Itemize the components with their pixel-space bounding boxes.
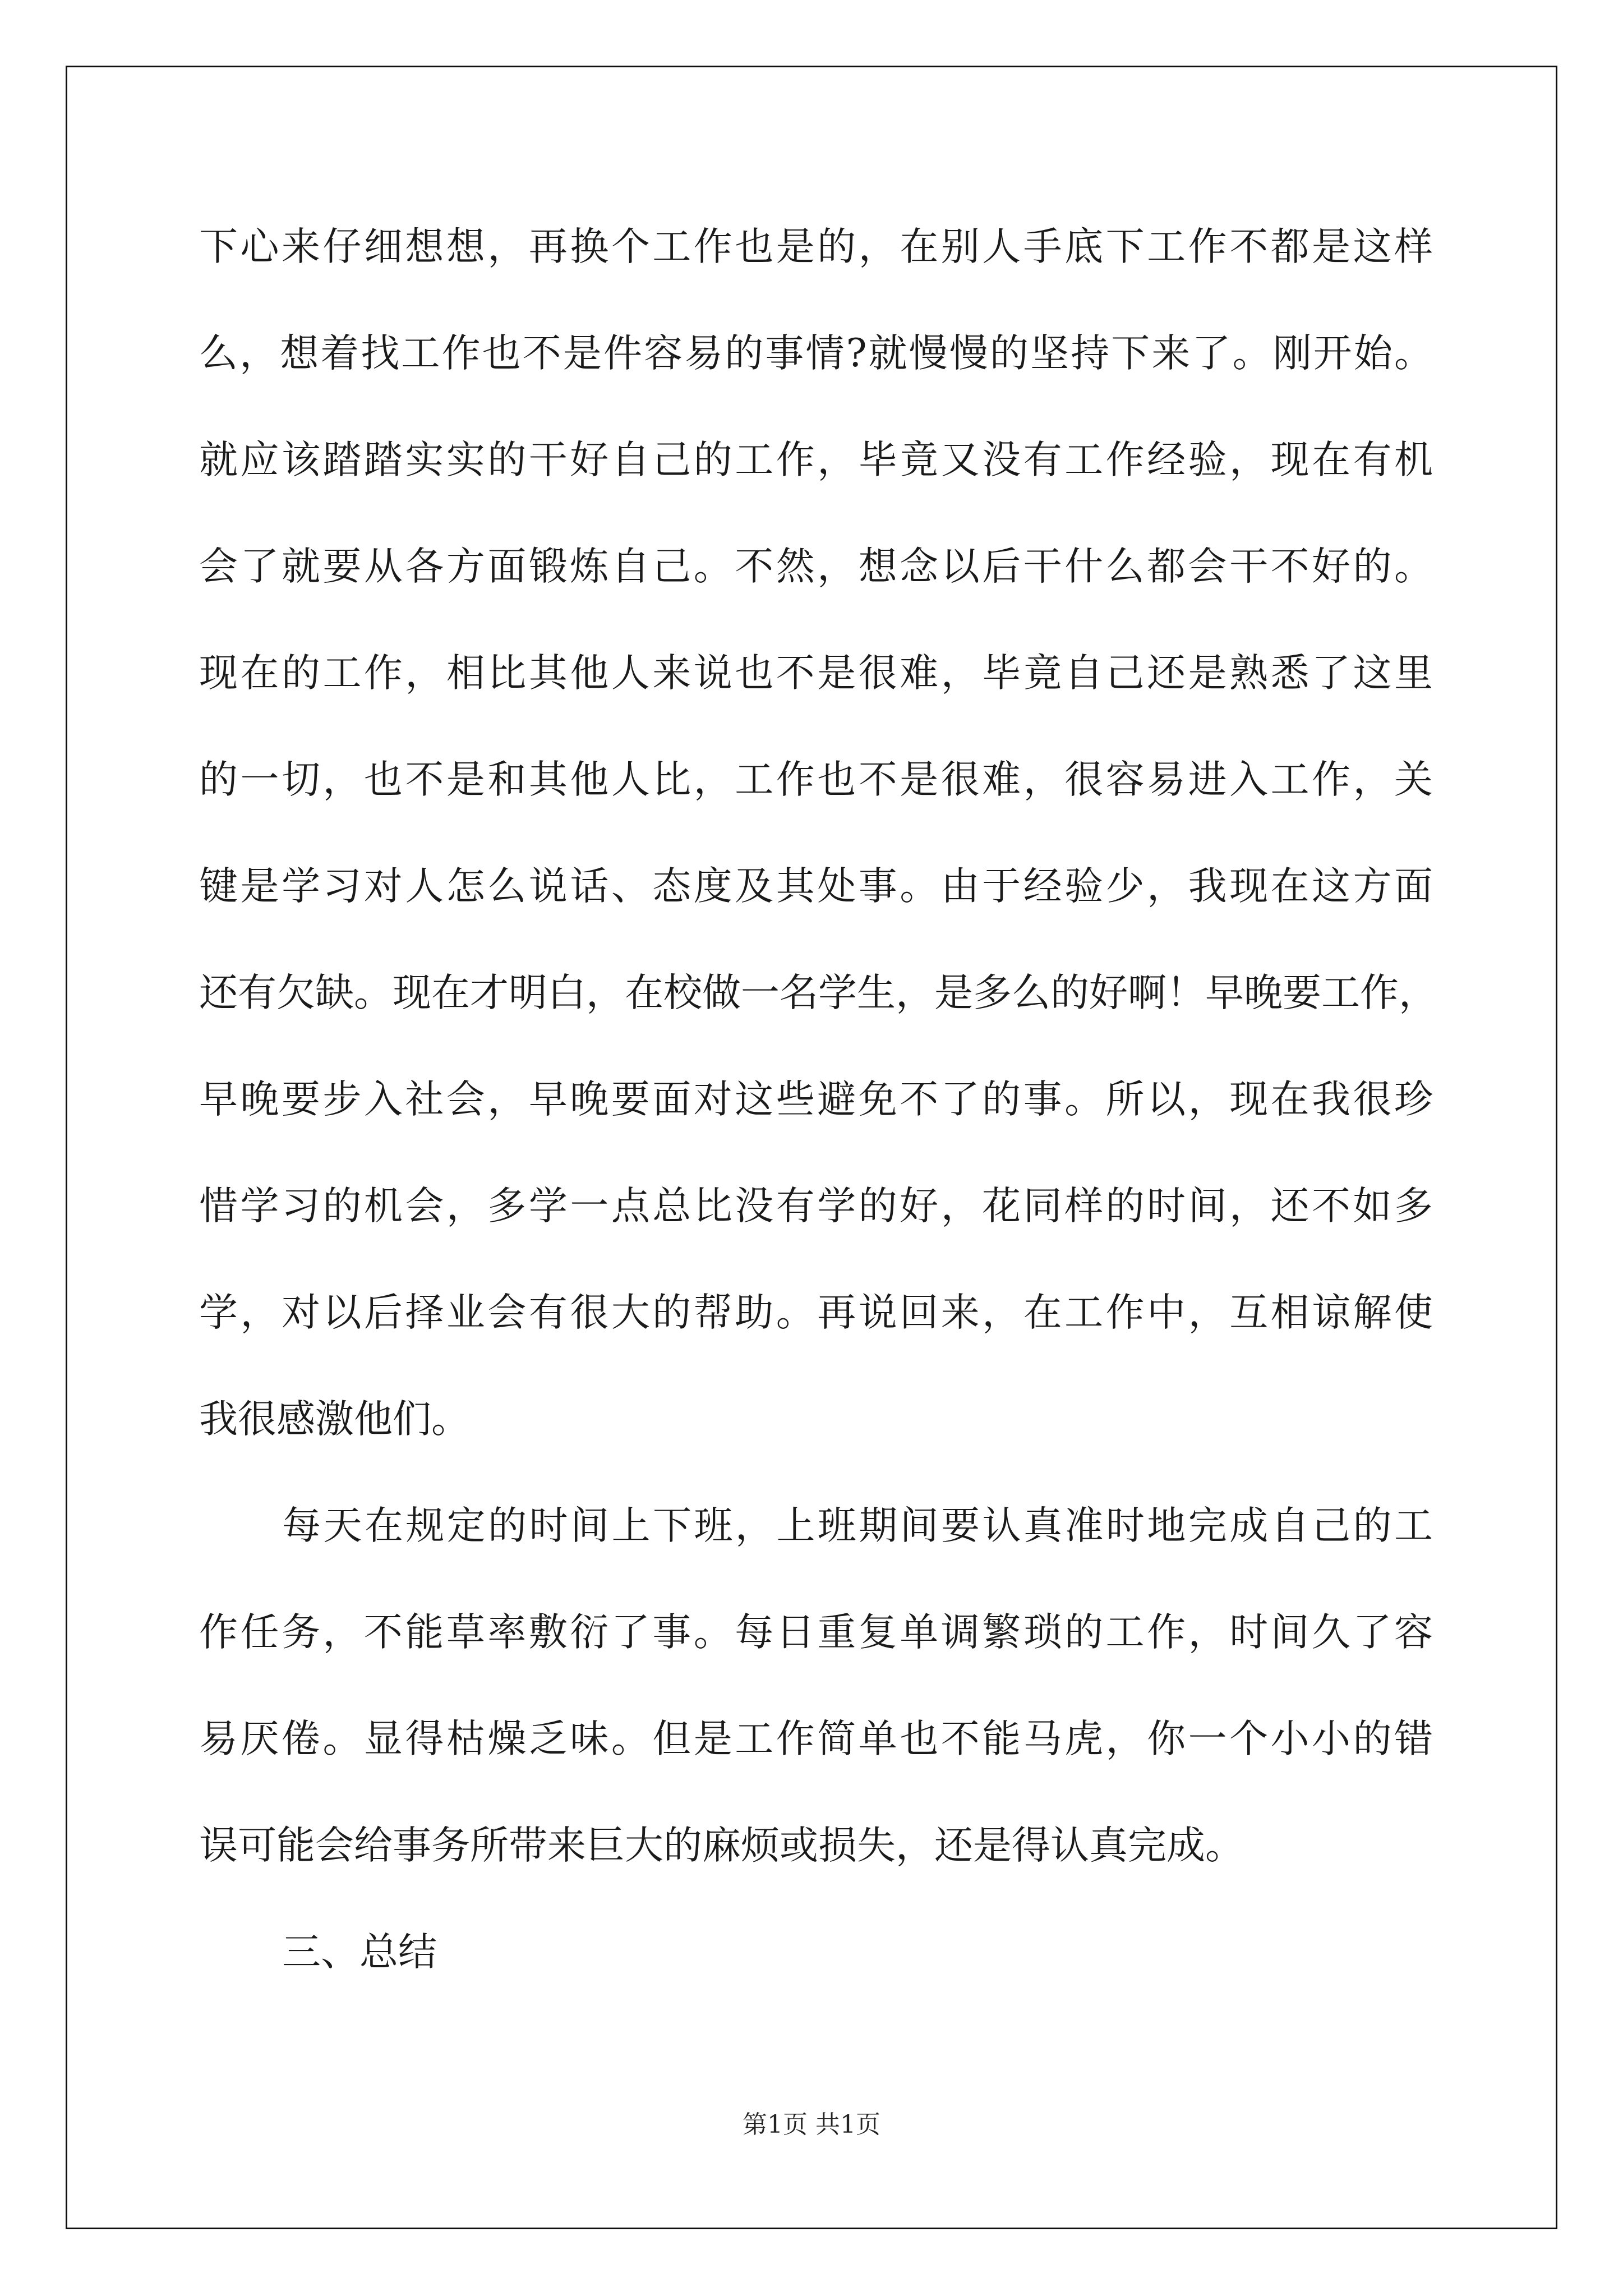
- text-line-4: 会了就要从各方面锻炼自己。不然，想念以后干什么都会干不好的。: [199, 544, 1433, 589]
- text-line-13: 每天在规定的时间上下班，上班期间要认真准时地完成自己的工: [282, 1503, 1433, 1548]
- text-line-6: 的一切，也不是和其他人比，工作也不是很难，很容易进入工作，关: [199, 757, 1433, 802]
- text-line-5: 现在的工作，相比其他人来说也不是很难，毕竟自己还是熟悉了这里: [199, 651, 1433, 696]
- section-heading: 三、总结: [282, 1930, 437, 1975]
- text-line-3: 就应该踏踏实实的干好自己的工作，毕竟又没有工作经验，现在有机: [199, 438, 1433, 482]
- page-number: 第1页 共1页: [743, 2110, 880, 2139]
- text-line-15: 易厌倦。显得枯燥乏味。但是工作简单也不能马虎，你一个小小的错: [199, 1717, 1433, 1761]
- text-line-1: 下心来仔细想想，再换个工作也是的，在别人手底下工作不都是这样: [199, 224, 1433, 269]
- text-line-12: 我很感激他们。: [199, 1397, 470, 1442]
- text-line-9: 早晚要步入社会，早晚要面对这些避免不了的事。所以，现在我很珍: [199, 1077, 1433, 1122]
- text-line-10: 惜学习的机会，多学一点总比没有学的好，花同样的时间，还不如多: [199, 1184, 1433, 1228]
- text-line-16: 误可能会给事务所带来巨大的麻烦或损失，还是得认真完成。: [199, 1823, 1244, 1868]
- text-line-14: 作任务，不能草率敷衍了事。每日重复单调繁琐的工作，时间久了容: [199, 1610, 1433, 1655]
- page-frame: [66, 66, 1557, 2229]
- text-line-8: 还有欠缺。现在才明白，在校做一名学生，是多么的好啊！早晚要工作，: [199, 970, 1437, 1015]
- text-line-2: 么，想着找工作也不是件容易的事情?就慢慢的坚持下来了。刚开始。: [199, 331, 1433, 376]
- text-line-7: 键是学习对人怎么说话、态度及其处事。由于经验少，我现在这方面: [199, 864, 1433, 909]
- text-line-11: 学，对以后择业会有很大的帮助。再说回来，在工作中，互相谅解使: [199, 1290, 1433, 1335]
